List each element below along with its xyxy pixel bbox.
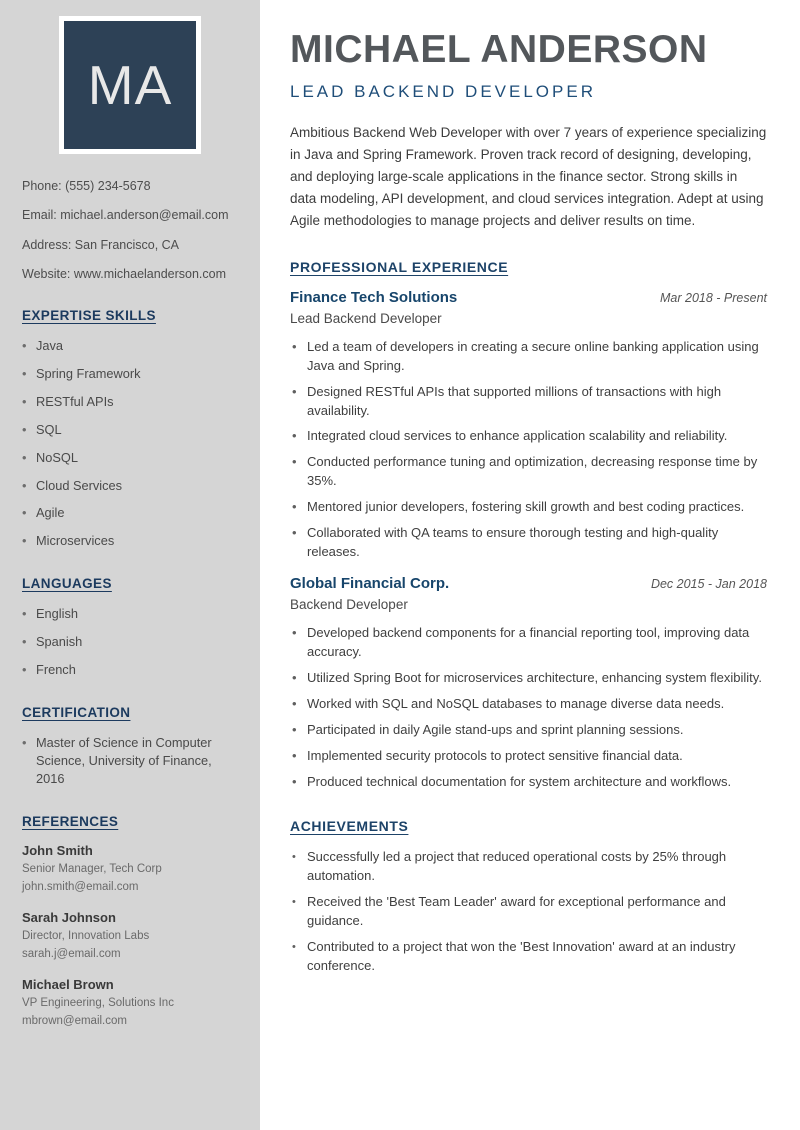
achievement-item: • Contributed to a project that won the 'Best Innovation' award at an industry conference. [290, 938, 767, 976]
summary-paragraph: Ambitious Backend Web Developer with over 7 years of experience specializing in Java and Spring Framework. Proven track record of designing, developing, and deploying large-scale applications in the finance sector. Strong skills in data modeling, API development, and cloud services integration. Adept at using Agile methodologies to manage projects and deliver results on time. [290, 125, 767, 228]
reference-role: Senior Manager, Tech Corp [22, 862, 162, 875]
language-item: • English [22, 605, 238, 623]
job-entry [290, 289, 767, 561]
reference-email: john.smith@email.com [22, 881, 139, 894]
certification-heading: CERTIFICATION [22, 704, 131, 720]
languages-heading: LANGUAGES [22, 576, 112, 592]
job-bullet: • Conducted performance tuning and optimization, decreasing response time by 35%. [290, 453, 767, 491]
certification-item: • Master of Science in Computer Science, University of Finance, 2016 [22, 734, 238, 788]
job-bullet: • Developed backend components for a financial reporting tool, improving data accuracy. [290, 624, 767, 662]
skill-item: • Spring Framework [22, 365, 238, 383]
job-bullet: • Participated in daily Agile stand-ups and sprint planning sessions. [290, 721, 767, 740]
achievement-item: • Received the 'Best Team Leader' award for exceptional performance and guidance. [290, 893, 767, 931]
references-heading: REFERENCES [22, 813, 119, 829]
language-item: • French [22, 661, 238, 679]
skill-item: • Agile [22, 504, 238, 522]
experience-heading: PROFESSIONAL EXPERIENCE [290, 259, 509, 275]
job-role: Lead Backend Developer [290, 311, 442, 326]
job-bullet: • Led a team of developers in creating a secure online banking application using Java and Spring. [290, 338, 767, 376]
reference-role: Director, Innovation Labs [22, 929, 150, 942]
job-bullet: • Implemented security protocols to protect sensitive financial data. [290, 747, 767, 766]
address-line: Address: San Francisco, CA [22, 237, 180, 252]
skill-item: • NoSQL [22, 449, 238, 467]
reference-email: sarah.j@email.com [22, 948, 121, 961]
reference-name: John Smith [22, 842, 93, 858]
job-bullet-list [290, 338, 767, 561]
job-company: Global Financial Corp. [290, 575, 450, 593]
contact-block [22, 178, 238, 282]
page-title: MICHAEL ANDERSON [290, 28, 708, 71]
languages-list [22, 605, 238, 679]
reference-entry [22, 977, 238, 1030]
language-item: • Spanish [22, 633, 238, 651]
reference-role: VP Engineering, Solutions Inc [22, 996, 174, 1009]
reference-entry [22, 843, 238, 896]
job-bullet: • Worked with SQL and NoSQL databases to manage diverse data needs. [290, 695, 767, 714]
reference-entry [22, 910, 238, 963]
job-bullet: • Integrated cloud services to enhance application scalability and reliability. [290, 427, 767, 446]
reference-name: Michael Brown [22, 976, 114, 992]
job-header [290, 289, 767, 306]
job-bullet: • Designed RESTful APIs that supported millions of transactions with high availability. [290, 383, 767, 421]
reference-name: Sarah Johnson [22, 909, 116, 925]
job-dates: Mar 2018 - Present [660, 291, 767, 305]
avatar [64, 21, 196, 149]
avatar-initials: MA [87, 54, 173, 116]
phone-line: Phone: (555) 234-5678 [22, 179, 151, 193]
skill-item: • Microservices [22, 532, 238, 550]
job-company: Finance Tech Solutions [290, 289, 458, 306]
website-line: Website: www.michaelanderson.com [22, 266, 227, 281]
job-bullet: • Mentored junior developers, fostering skill growth and best coding practices. [290, 498, 767, 517]
job-dates: Dec 2015 - Jan 2018 [650, 577, 767, 592]
job-role: Backend Developer [290, 597, 408, 613]
photo-frame [59, 16, 201, 154]
job-bullet: • Utilized Spring Boot for microservices architecture, enhancing system flexibility. [290, 669, 767, 688]
skill-item: • Cloud Services [22, 477, 238, 495]
skill-item: • Java [22, 337, 238, 355]
job-bullet: • Collaborated with QA teams to ensure thorough testing and high-quality releases. [290, 524, 767, 562]
achievements-heading: ACHIEVEMENTS [290, 818, 409, 835]
sidebar [0, 0, 260, 1130]
skills-heading: EXPERTISE SKILLS [22, 308, 156, 323]
skills-list [22, 337, 238, 550]
achievements-list [290, 848, 767, 975]
job-header [290, 575, 767, 592]
job-bullet-list [290, 624, 767, 791]
job-entry [290, 575, 767, 791]
headline-role: LEAD BACKEND DEVELOPER [290, 82, 596, 101]
achievement-item: • Successfully led a project that reduced operational costs by 25% through automation. [290, 848, 767, 886]
skill-item: • SQL [22, 421, 238, 439]
reference-email: mbrown@email.com [22, 1015, 127, 1028]
skill-item: • RESTful APIs [22, 393, 238, 411]
certification-list [22, 734, 238, 788]
main-column [260, 0, 800, 1130]
job-bullet: • Produced technical documentation for system architecture and workflows. [290, 773, 767, 792]
email-line: Email: michael.anderson@email.com [22, 208, 229, 223]
